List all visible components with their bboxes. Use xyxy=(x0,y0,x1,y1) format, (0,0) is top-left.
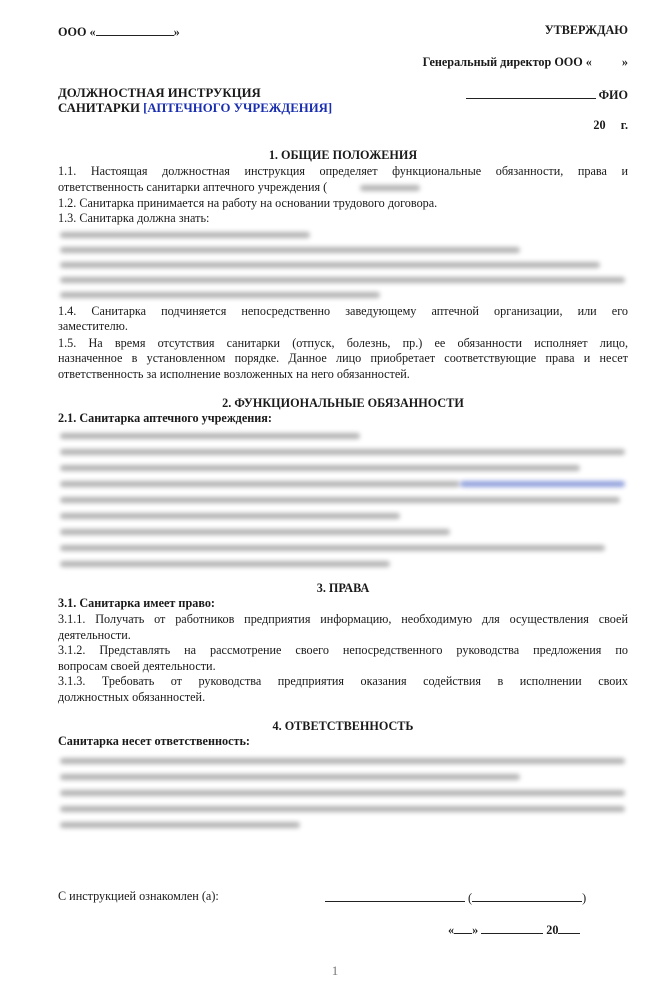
page-number: 1 xyxy=(331,963,339,978)
para-3-1-2: 3.1.2. Представлять на рассмотрение своего непосредственного руководства предложения по xyxy=(58,643,628,657)
section-2-subtitle: 2.1. Санитарка аптечного учреждения: xyxy=(58,411,272,425)
para-3-1-1: 3.1.1. Получать от работников предприятия информацию, необходимую для осуществления своей xyxy=(58,612,628,626)
acquainted-date: « » 20 xyxy=(448,921,628,938)
redacted-text-line xyxy=(60,529,450,535)
para-3-1-3-cont: должностных обязанностей. xyxy=(58,690,206,704)
redacted-text-line xyxy=(60,247,520,253)
para-3-1-2-cont: вопросам своей деятельности. xyxy=(58,659,216,673)
approval-year: 20 г. xyxy=(593,118,628,132)
para-1-2: 1.2. Санитарка принимается на работу на основании трудового договора. xyxy=(58,196,438,210)
redacted-text-line xyxy=(60,790,625,796)
para-1-3: 1.3. Санитарка должна знать: xyxy=(58,211,210,225)
acquainted-label: С инструкцией ознакомлен (а): xyxy=(58,889,219,903)
org-name: ООО « » xyxy=(58,25,180,39)
acquainted-signature: ( ) xyxy=(325,889,625,906)
doc-title: ДОЛЖНОСТНАЯ ИНСТРУКЦИЯ xyxy=(58,86,261,100)
para-1-4: 1.4. Санитарка подчиняется непосредственно заведующему аптечной организации, или его xyxy=(58,304,628,318)
redacted-text-line xyxy=(60,232,310,238)
para-1-5-cont: назначенное в установленном порядке. Данное лицо приобретает соответствующие права и несет xyxy=(58,351,628,365)
redacted-text-line xyxy=(60,465,580,471)
redacted-text-line xyxy=(60,481,460,487)
redacted-text-line xyxy=(60,758,625,764)
redacted-text-line xyxy=(60,449,625,455)
redacted-text-line xyxy=(460,481,625,487)
signature-fio: ФИО xyxy=(58,86,628,103)
section-2-title: 2. ФУНКЦИОНАЛЬНЫЕ ОБЯЗАННОСТИ xyxy=(222,396,464,410)
redacted-text-line xyxy=(60,433,360,439)
redacted-text-line xyxy=(60,262,600,268)
section-4-title: 4. ОТВЕТСТВЕННОСТЬ xyxy=(272,719,414,733)
redacted-text-line xyxy=(60,806,625,812)
section-3-subtitle: 3.1. Санитарка имеет право: xyxy=(58,596,215,610)
redacted-text-line xyxy=(60,292,380,298)
para-3-1-3: 3.1.3. Требовать от руководства предприятия оказания содействия в исполнении своих xyxy=(58,674,628,688)
para-1-1-cont: ответственность санитарки аптечного учреждения ( xyxy=(58,180,328,194)
approval-label: УТВЕРЖДАЮ xyxy=(544,23,628,37)
redacted-text-line xyxy=(60,277,625,283)
redacted-text-line xyxy=(360,185,420,191)
para-3-1-1-cont: деятельности. xyxy=(58,628,131,642)
redacted-text-line xyxy=(60,545,605,551)
redacted-text-line xyxy=(60,497,620,503)
redacted-text-line xyxy=(60,822,300,828)
redacted-text-line xyxy=(60,774,520,780)
section-1-title: 1. ОБЩИЕ ПОЛОЖЕНИЯ xyxy=(268,148,418,162)
redacted-text-line xyxy=(60,513,400,519)
placeholder-highlight: [АПТЕЧНОГО УЧРЕЖДЕНИЯ] xyxy=(143,101,333,115)
section-3-title: 3. ПРАВА xyxy=(316,581,370,595)
director-line: Генеральный директор ООО « » xyxy=(422,55,628,69)
para-1-5: 1.5. На время отсутствия санитарки (отпуск, болезнь, пр.) ее обязанности исполняет лицо, xyxy=(58,336,628,350)
para-1-1: 1.1. Настоящая должностная инструкция определяет функциональные обязанности, права и xyxy=(58,164,628,178)
redacted-text-line xyxy=(60,561,390,567)
doc-subtitle: САНИТАРКИ [АПТЕЧНОГО УЧРЕЖДЕНИЯ] xyxy=(58,101,333,115)
para-1-4-cont: заместителю. xyxy=(58,319,128,333)
section-4-subtitle: Санитарка несет ответственность: xyxy=(58,734,250,748)
para-1-5-end: ответственность за исполнение возложенных на него обязанностей. xyxy=(58,367,410,381)
